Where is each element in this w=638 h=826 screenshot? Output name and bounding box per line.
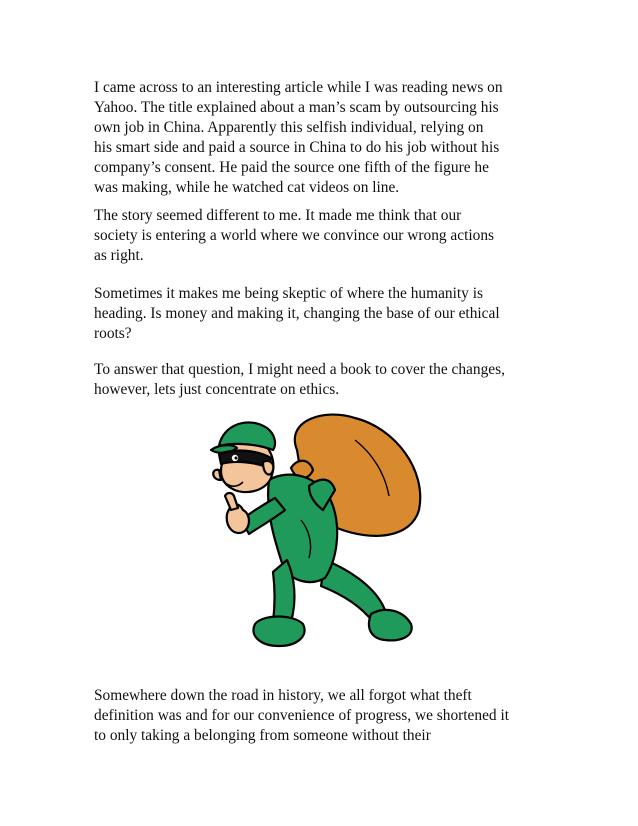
text-line: To answer that question, I might need a book to cover the changes, bbox=[94, 361, 505, 378]
nose bbox=[213, 470, 221, 480]
text-line: own job in China. Apparently this selfish individual, relying on bbox=[94, 119, 484, 136]
text-line: The story seemed different to me. It made me think that our bbox=[94, 207, 462, 224]
front-leg bbox=[273, 560, 294, 622]
text-line: to only taking a belonging from someone without their bbox=[94, 727, 431, 744]
text-line: I came across to an interesting article while I was reading news on bbox=[94, 79, 503, 96]
text-line: Yahoo. The title explained about a man’s scam by outsourcing his bbox=[94, 99, 499, 116]
text-line: roots? bbox=[94, 325, 132, 342]
ear bbox=[263, 461, 273, 475]
thief-with-sack-icon bbox=[205, 410, 431, 662]
text-line: was making, while he watched cat videos on line. bbox=[94, 179, 400, 196]
text-line: his smart side and paid a source in China to do his job without his bbox=[94, 139, 500, 156]
paragraph-theft bbox=[94, 686, 564, 746]
pupil bbox=[235, 457, 238, 460]
paragraph-story bbox=[94, 206, 564, 266]
finger bbox=[225, 493, 238, 510]
text-line: Sometimes it makes me being skeptic of where the humanity is bbox=[94, 285, 483, 302]
text-line: society is entering a world where we convince our wrong actions bbox=[94, 227, 495, 244]
text-line: heading. Is money and making it, changing the base of our ethical bbox=[94, 305, 500, 322]
thief-illustration bbox=[205, 410, 431, 662]
paragraph-skeptic bbox=[94, 284, 564, 344]
text-line: however, lets just concentrate on ethics. bbox=[94, 381, 340, 398]
text-line: definition was and for our convenience of progress, we shortened it bbox=[94, 707, 509, 724]
front-shoe bbox=[253, 617, 304, 647]
paragraph-ethics bbox=[94, 360, 564, 400]
text-line: Somewhere down the road in history, we all forgot what theft bbox=[94, 687, 472, 704]
text-line: as right. bbox=[94, 247, 144, 264]
paragraph-intro bbox=[94, 78, 564, 198]
text-line: company’s consent. He paid the source one fifth of the figure he bbox=[94, 159, 489, 176]
back-shoe bbox=[369, 610, 412, 640]
